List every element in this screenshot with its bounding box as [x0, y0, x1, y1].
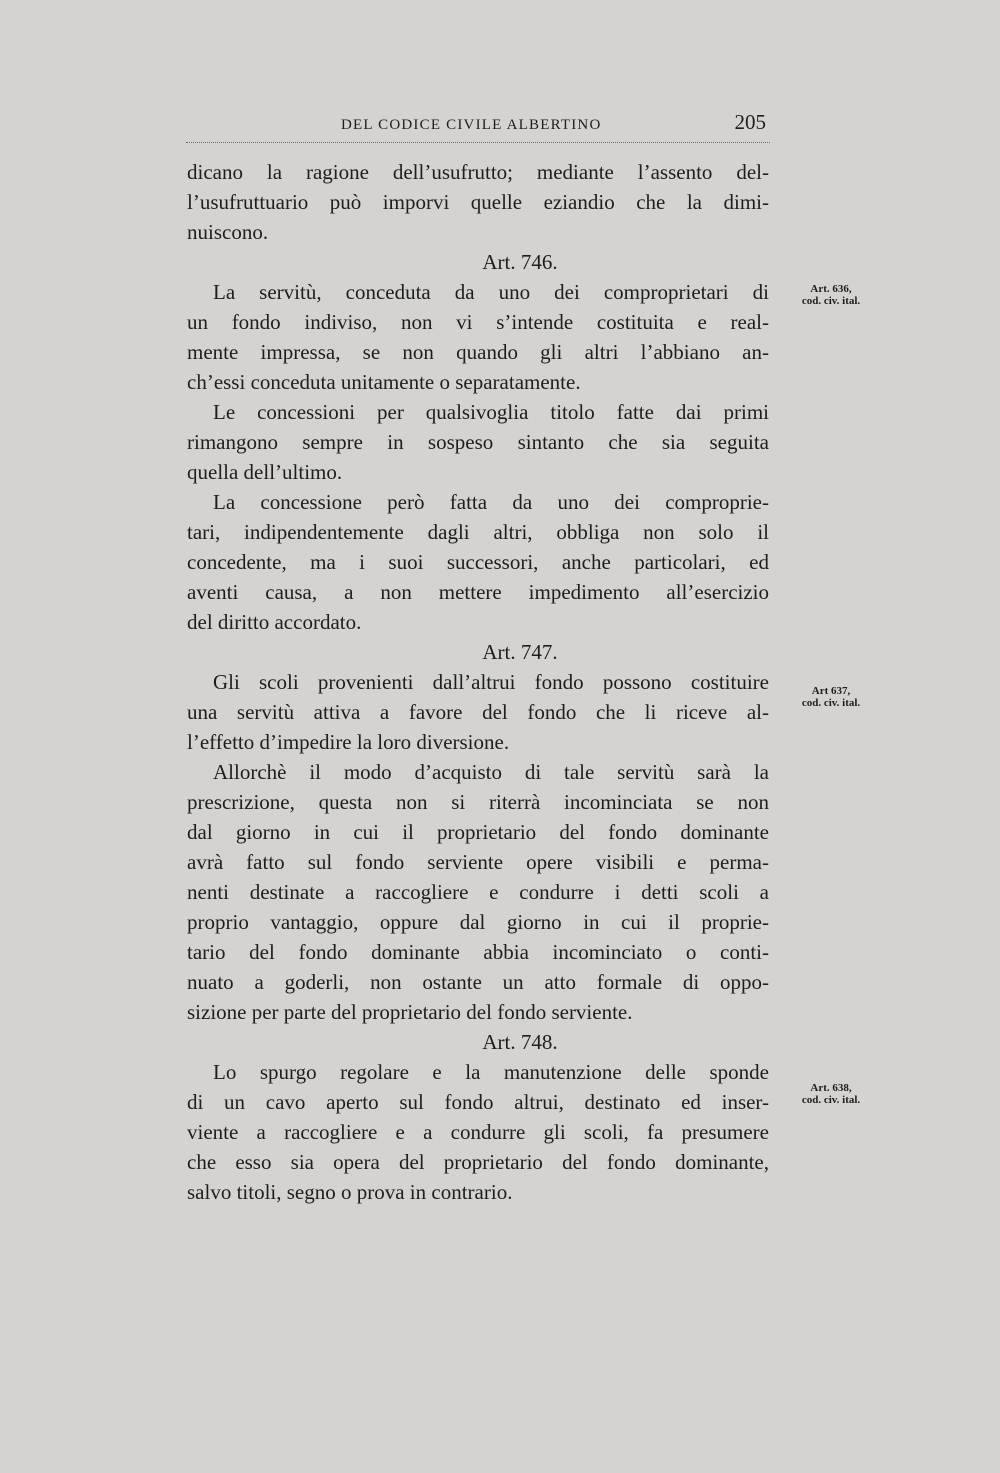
- text-line: Allorchè il modo d’acquisto di tale servitù sarà la: [213, 760, 769, 784]
- text-line: nuiscono.: [187, 220, 269, 244]
- margin-note-line: cod. civ. ital.: [801, 1094, 861, 1106]
- text-line: viente a raccogliere e a condurre gli scoli, fa presumere: [187, 1120, 769, 1144]
- text-line: Gli scoli provenienti dall’altrui fondo possono costituire: [213, 670, 769, 694]
- margin-note-art-637: [783, 685, 879, 709]
- margin-note-line: Art. 638,: [810, 1082, 852, 1094]
- page-header: [186, 110, 770, 140]
- text-line: quella dell’ultimo.: [187, 460, 343, 484]
- text-line: nuato a goderli, non ostante un atto formale di oppo-: [187, 970, 769, 994]
- page-number: 205: [734, 110, 766, 134]
- text-line: mente impressa, se non quando gli altri l’abbiano an-: [187, 340, 769, 364]
- text-line: un fondo indiviso, non vi s’intende costituita e real-: [187, 310, 769, 334]
- text-line: Le concessioni per qualsivoglia titolo fatte dai primi: [213, 400, 769, 424]
- text-line: concedente, ma i suoi successori, anche particolari, ed: [187, 550, 769, 574]
- body-text: [187, 157, 769, 1207]
- article-heading: Art. 746.: [482, 250, 558, 274]
- header-rule: [186, 142, 770, 143]
- text-line: rimangono sempre in sospeso sintanto che sia seguita: [187, 430, 769, 454]
- margin-note-line: Art. 636,: [810, 283, 852, 295]
- text-line: La servitù, conceduta da uno dei comproprietari di: [213, 280, 769, 304]
- text-line: una servitù attiva a favore del fondo che li riceve al-: [187, 700, 769, 724]
- text-line: Lo spurgo regolare e la manutenzione delle sponde: [213, 1060, 769, 1084]
- text-line: l’effetto d’impedire la loro diversione.: [187, 730, 510, 754]
- text-line: prescrizione, questa non si riterrà incominciata se non: [187, 790, 769, 814]
- text-line: tari, indipendentemente dagli altri, obbliga non solo il: [187, 520, 769, 544]
- margin-note-line: cod. civ. ital.: [801, 697, 861, 709]
- margin-note-art-638: [783, 1082, 879, 1106]
- text-line: tario del fondo dominante abbia incominciato o conti-: [187, 940, 769, 964]
- text-line: dicano la ragione dell’usufrutto; mediante l’assento del-: [187, 160, 769, 184]
- text-line: proprio vantaggio, oppure dal giorno in cui il proprie-: [187, 910, 769, 934]
- text-line: di un cavo aperto sul fondo altrui, destinato ed inser-: [187, 1090, 769, 1114]
- text-line: aventi causa, a non mettere impedimento all’esercizio: [187, 580, 769, 604]
- text-line: sizione per parte del proprietario del fondo serviente.: [187, 1000, 633, 1024]
- text-line: avrà fatto sul fondo serviente opere visibili e perma-: [187, 850, 769, 874]
- margin-note-line: Art 637,: [811, 685, 851, 697]
- text-line: La concessione però fatta da uno dei comproprie-: [213, 490, 769, 514]
- running-title: DEL CODICE CIVILE ALBERTINO: [341, 117, 602, 133]
- article-heading: Art. 747.: [482, 640, 558, 664]
- text-line: dal giorno in cui il proprietario del fondo dominante: [187, 820, 769, 844]
- article-heading: Art. 748.: [482, 1030, 558, 1054]
- text-line: nenti destinate a raccogliere e condurre i detti scoli a: [187, 880, 769, 904]
- margin-note-line: cod. civ. ital.: [801, 295, 861, 307]
- margin-note-art-636: [783, 283, 879, 307]
- text-line: salvo titoli, segno o prova in contrario.: [187, 1180, 513, 1204]
- text-line: che esso sia opera del proprietario del fondo dominante,: [187, 1150, 769, 1174]
- text-line: l’usufruttuario può imporvi quelle eziandio che la dimi-: [187, 190, 769, 214]
- text-line: ch’essi conceduta unitamente o separatamente.: [187, 370, 581, 394]
- text-line: del diritto accordato.: [187, 610, 362, 634]
